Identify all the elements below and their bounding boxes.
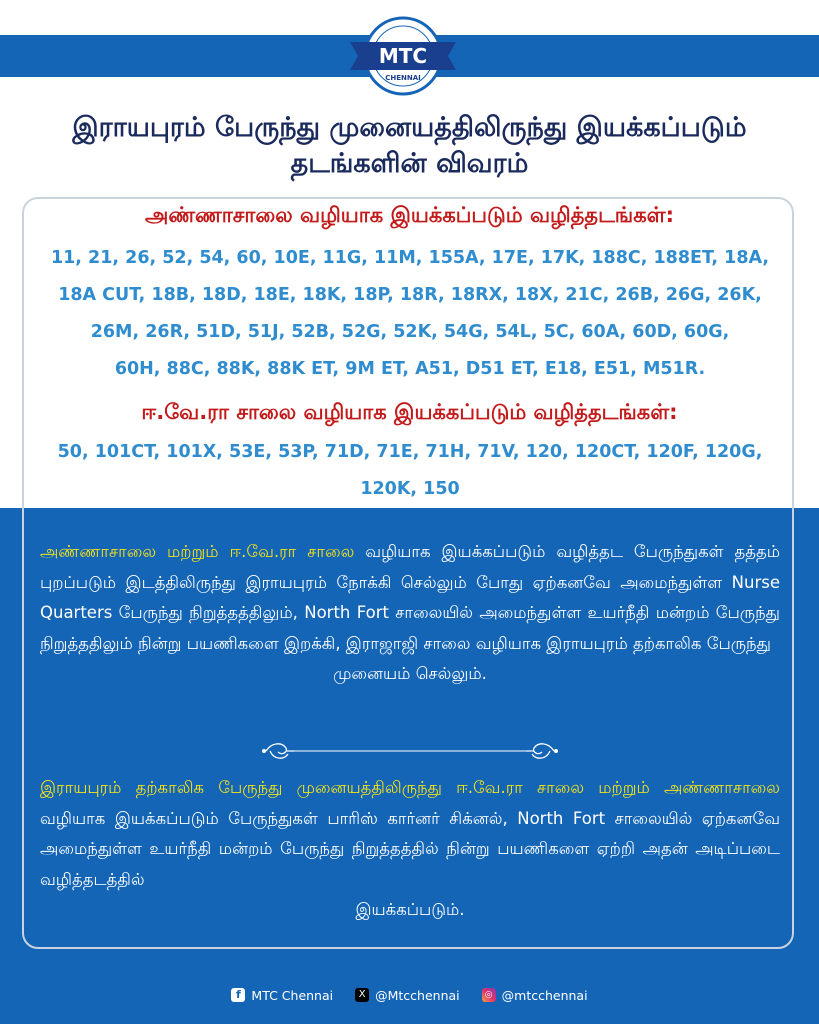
para1-last: முனையம் செல்லும். <box>333 664 487 683</box>
x-link[interactable] <box>355 988 460 1003</box>
page-title-line1: இராயபுரம் பேருந்து முனையத்திலிருந்து இயக்கப்படும் <box>72 112 747 143</box>
instagram-handle: @mtcchennai <box>501 987 588 1003</box>
page-title <box>0 110 819 182</box>
logo-text: MTC <box>378 44 428 68</box>
route-line: 60H, 88C, 88K, 88K ET, 9M ET, A51, D51 ET, E18, E51, M51R. <box>114 359 706 379</box>
facebook-link[interactable] <box>231 988 333 1003</box>
route-line: 18A CUT, 18B, 18D, 18E, 18K, 18P, 18R, 18RX, 18X, 21C, 26B, 26G, 26K, <box>58 285 762 305</box>
ornamental-divider <box>260 736 560 766</box>
facebook-handle: MTC Chennai <box>251 987 334 1003</box>
social-footer <box>0 982 819 1008</box>
para2-text: வழியாக இயக்கப்படும் பேருந்துகள் பாரிஸ் கார்னர் சிக்னல், North Fort சாலையில் ஏற்கனவே அமைந்துள்ள உயர்நீதி மன்றம் பேருந்து நிறுத்தத்தில் நின்று பயணிகளை ஏற்றி அதன் அடிப்படை வழித்தடத்தில் <box>40 808 780 889</box>
paragraph-drop-off <box>40 537 780 690</box>
facebook-icon: f <box>231 988 245 1002</box>
logo-subtext: CHENNAI <box>385 74 421 82</box>
route-line: 11, 21, 26, 52, 54, 60, 10E, 11G, 11M, 155A, 17E, 17K, 188C, 188ET, 18A, <box>50 248 770 268</box>
instagram-icon: ◎ <box>482 988 496 1002</box>
page-title-line2: தடங்களின் விவரம் <box>290 148 529 179</box>
para1-highlight: அண்ணாசாலை மற்றும் ஈ.வே.ரா சாலை <box>40 542 355 561</box>
para2-highlight: இராயபுரம் தற்காலிக பேருந்து முனையத்திலிருந்து ஈ.வே.ரா சாலை மற்றும் அண்ணாசாலை <box>40 778 780 797</box>
instagram-link[interactable] <box>482 988 588 1003</box>
paragraph-pick-up <box>40 773 780 926</box>
section2-title: ஈ.வே.ரா சாலை வழியாக இயக்கப்படும் வழித்தடங்கள்: <box>141 400 678 424</box>
x-icon: X <box>355 988 369 1002</box>
route-line: 120K, 150 <box>360 479 460 499</box>
section1-routes <box>40 240 780 388</box>
section2-routes <box>40 434 780 508</box>
para1-text: வழியாக இயக்கப்படும் வழித்தட பேருந்துகள் தத்தம் புறப்படும் இடத்திலிருந்து இராயபுரம் நோக்கி செல்லும் போது ஏற்கனவே அமைந்துள்ள Nurse Quarters பேருந்து நிறுத்தத்திலும், North Fort சாலையில் அமைந்துள்ள உயர்நீதி மன்றம் பேருந்து நிறுத்ததிலும் நின்று பயணிகளை இறக்கி, இராஜாஜி சாலை வழியாக இராயபுரம் தற்காலிக பேருந்து <box>40 542 781 653</box>
para2-last: இயக்கப்படும். <box>355 900 465 919</box>
x-handle: @Mtcchennai <box>375 987 460 1003</box>
mtc-logo <box>344 14 462 98</box>
route-line: 26M, 26R, 51D, 51J, 52B, 52G, 52K, 54G, 54L, 5C, 60A, 60D, 60G, <box>90 322 730 342</box>
section1-title: அண்ணாசாலை வழியாக இயக்கப்படும் வழித்தடங்கள்: <box>145 203 674 227</box>
route-line: 50, 101CT, 101X, 53E, 53P, 71D, 71E, 71H, 71V, 120, 120CT, 120F, 120G, <box>57 442 763 462</box>
